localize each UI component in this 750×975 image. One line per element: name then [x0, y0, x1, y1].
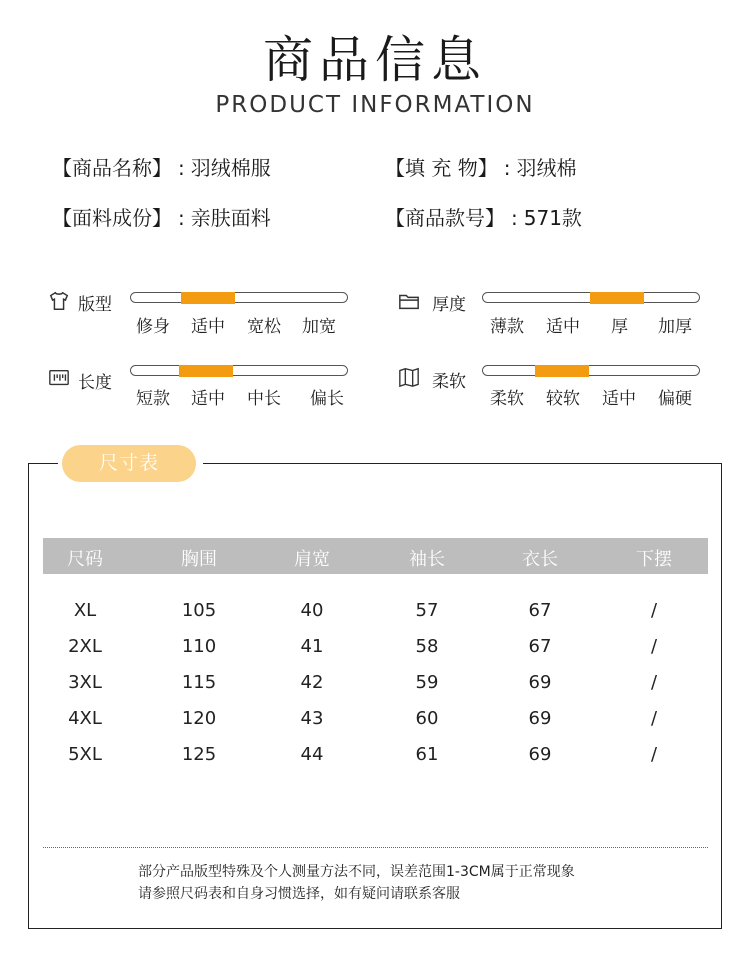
level-track [482, 365, 700, 376]
column-header: 尺码 [67, 549, 103, 570]
scale-label: 中长 [247, 389, 281, 409]
attribute-name: 厚度 [432, 295, 466, 315]
table-cell: 69 [528, 672, 552, 693]
scale-label: 短款 [136, 389, 170, 409]
table-cell: 120 [181, 708, 217, 729]
info-separator: : [511, 206, 518, 230]
info-label: 【面料成份】 [52, 206, 172, 230]
scale-label: 适中 [546, 317, 580, 337]
table-cell: 40 [300, 600, 324, 621]
level-track [130, 292, 348, 303]
info-value: 亲肤面料 [190, 206, 271, 230]
column-header: 肩宽 [294, 549, 330, 570]
attribute-length [48, 365, 368, 435]
table-cell: / [650, 636, 658, 657]
table-cell: 41 [300, 636, 324, 657]
column-header: 下摆 [636, 549, 672, 570]
level-fill [181, 292, 235, 304]
attribute-name: 柔软 [432, 372, 466, 392]
scale-label: 适中 [191, 317, 225, 337]
attribute-fit [48, 290, 368, 360]
page-subtitle: PRODUCT INFORMATION [215, 92, 535, 118]
info-fabric [52, 202, 271, 231]
table-cell: 67 [528, 636, 552, 657]
table-cell: 4XL [68, 708, 102, 729]
info-value: 羽绒棉 [516, 156, 577, 180]
info-value: 571款 [523, 206, 582, 230]
level-fill [590, 292, 644, 304]
table-cell: 69 [528, 744, 552, 765]
table-cell: 69 [528, 708, 552, 729]
level-track [130, 365, 348, 376]
table-cell: 60 [415, 708, 439, 729]
table-cell: 59 [415, 672, 439, 693]
table-cell: 44 [300, 744, 324, 765]
table-cell: / [650, 600, 658, 621]
info-label: 【填 充 物】 [385, 156, 498, 180]
scale-label: 薄款 [490, 317, 524, 337]
table-cell: 42 [300, 672, 324, 693]
info-separator: : [178, 156, 185, 180]
scale-label: 较软 [546, 389, 580, 409]
scale-label: 偏硬 [658, 389, 692, 409]
table-cell: / [650, 708, 658, 729]
scale-label: 适中 [602, 389, 636, 409]
table-cell: 67 [528, 600, 552, 621]
attribute-name: 版型 [78, 295, 112, 315]
table-cell: 3XL [68, 672, 102, 693]
divider [43, 847, 708, 848]
level-fill [179, 365, 233, 377]
attribute-softness [398, 365, 718, 435]
size-chart-title: 尺寸表 [98, 452, 159, 474]
info-label: 【商品款号】 [385, 206, 505, 230]
info-style-number [385, 202, 582, 231]
scale-label: 偏长 [310, 389, 344, 409]
table-cell: 61 [415, 744, 439, 765]
info-label: 【商品名称】 [52, 156, 172, 180]
table-cell: XL [73, 600, 97, 621]
scale-label: 柔软 [490, 389, 524, 409]
shirt-icon [48, 290, 70, 312]
footnote: 请参照尺码表和自身习惯选择，如有疑问请联系客服 [138, 886, 460, 902]
scale-label: 宽松 [247, 317, 281, 337]
scale-label: 加宽 [302, 317, 336, 337]
column-header: 袖长 [409, 549, 445, 570]
table-cell: 58 [415, 636, 439, 657]
scale-label: 修身 [136, 317, 170, 337]
attribute-thickness [398, 290, 718, 360]
level-track [482, 292, 700, 303]
info-separator: : [503, 156, 511, 180]
column-header: 衣长 [522, 549, 558, 570]
info-separator: : [178, 206, 185, 230]
table-cell: / [650, 672, 658, 693]
fabric-icon [398, 366, 420, 388]
table-cell: / [650, 744, 658, 765]
size-chart-frame [28, 463, 722, 929]
table-cell: 115 [181, 672, 217, 693]
table-cell: 5XL [68, 744, 102, 765]
page-title: 商品信息 [263, 31, 487, 89]
scale-label: 适中 [191, 389, 225, 409]
info-value: 羽绒棉服 [190, 156, 271, 180]
table-cell: 43 [300, 708, 324, 729]
info-product-name [52, 152, 271, 181]
table-cell: 125 [181, 744, 217, 765]
table-cell: 57 [415, 600, 439, 621]
attribute-name: 长度 [78, 373, 112, 393]
scale-label: 厚 [611, 317, 628, 337]
info-filling [385, 152, 576, 181]
scale-label: 加厚 [658, 317, 692, 337]
footnote: 部分产品版型特殊及个人测量方法不同，误差范围1-3CM属于正常现象 [138, 864, 575, 880]
folder-icon [398, 290, 420, 312]
table-cell: 2XL [68, 636, 102, 657]
table-cell: 110 [181, 636, 217, 657]
table-cell: 105 [181, 600, 217, 621]
ruler-icon [48, 367, 70, 389]
column-header: 胸围 [181, 549, 217, 570]
level-fill [535, 365, 589, 377]
